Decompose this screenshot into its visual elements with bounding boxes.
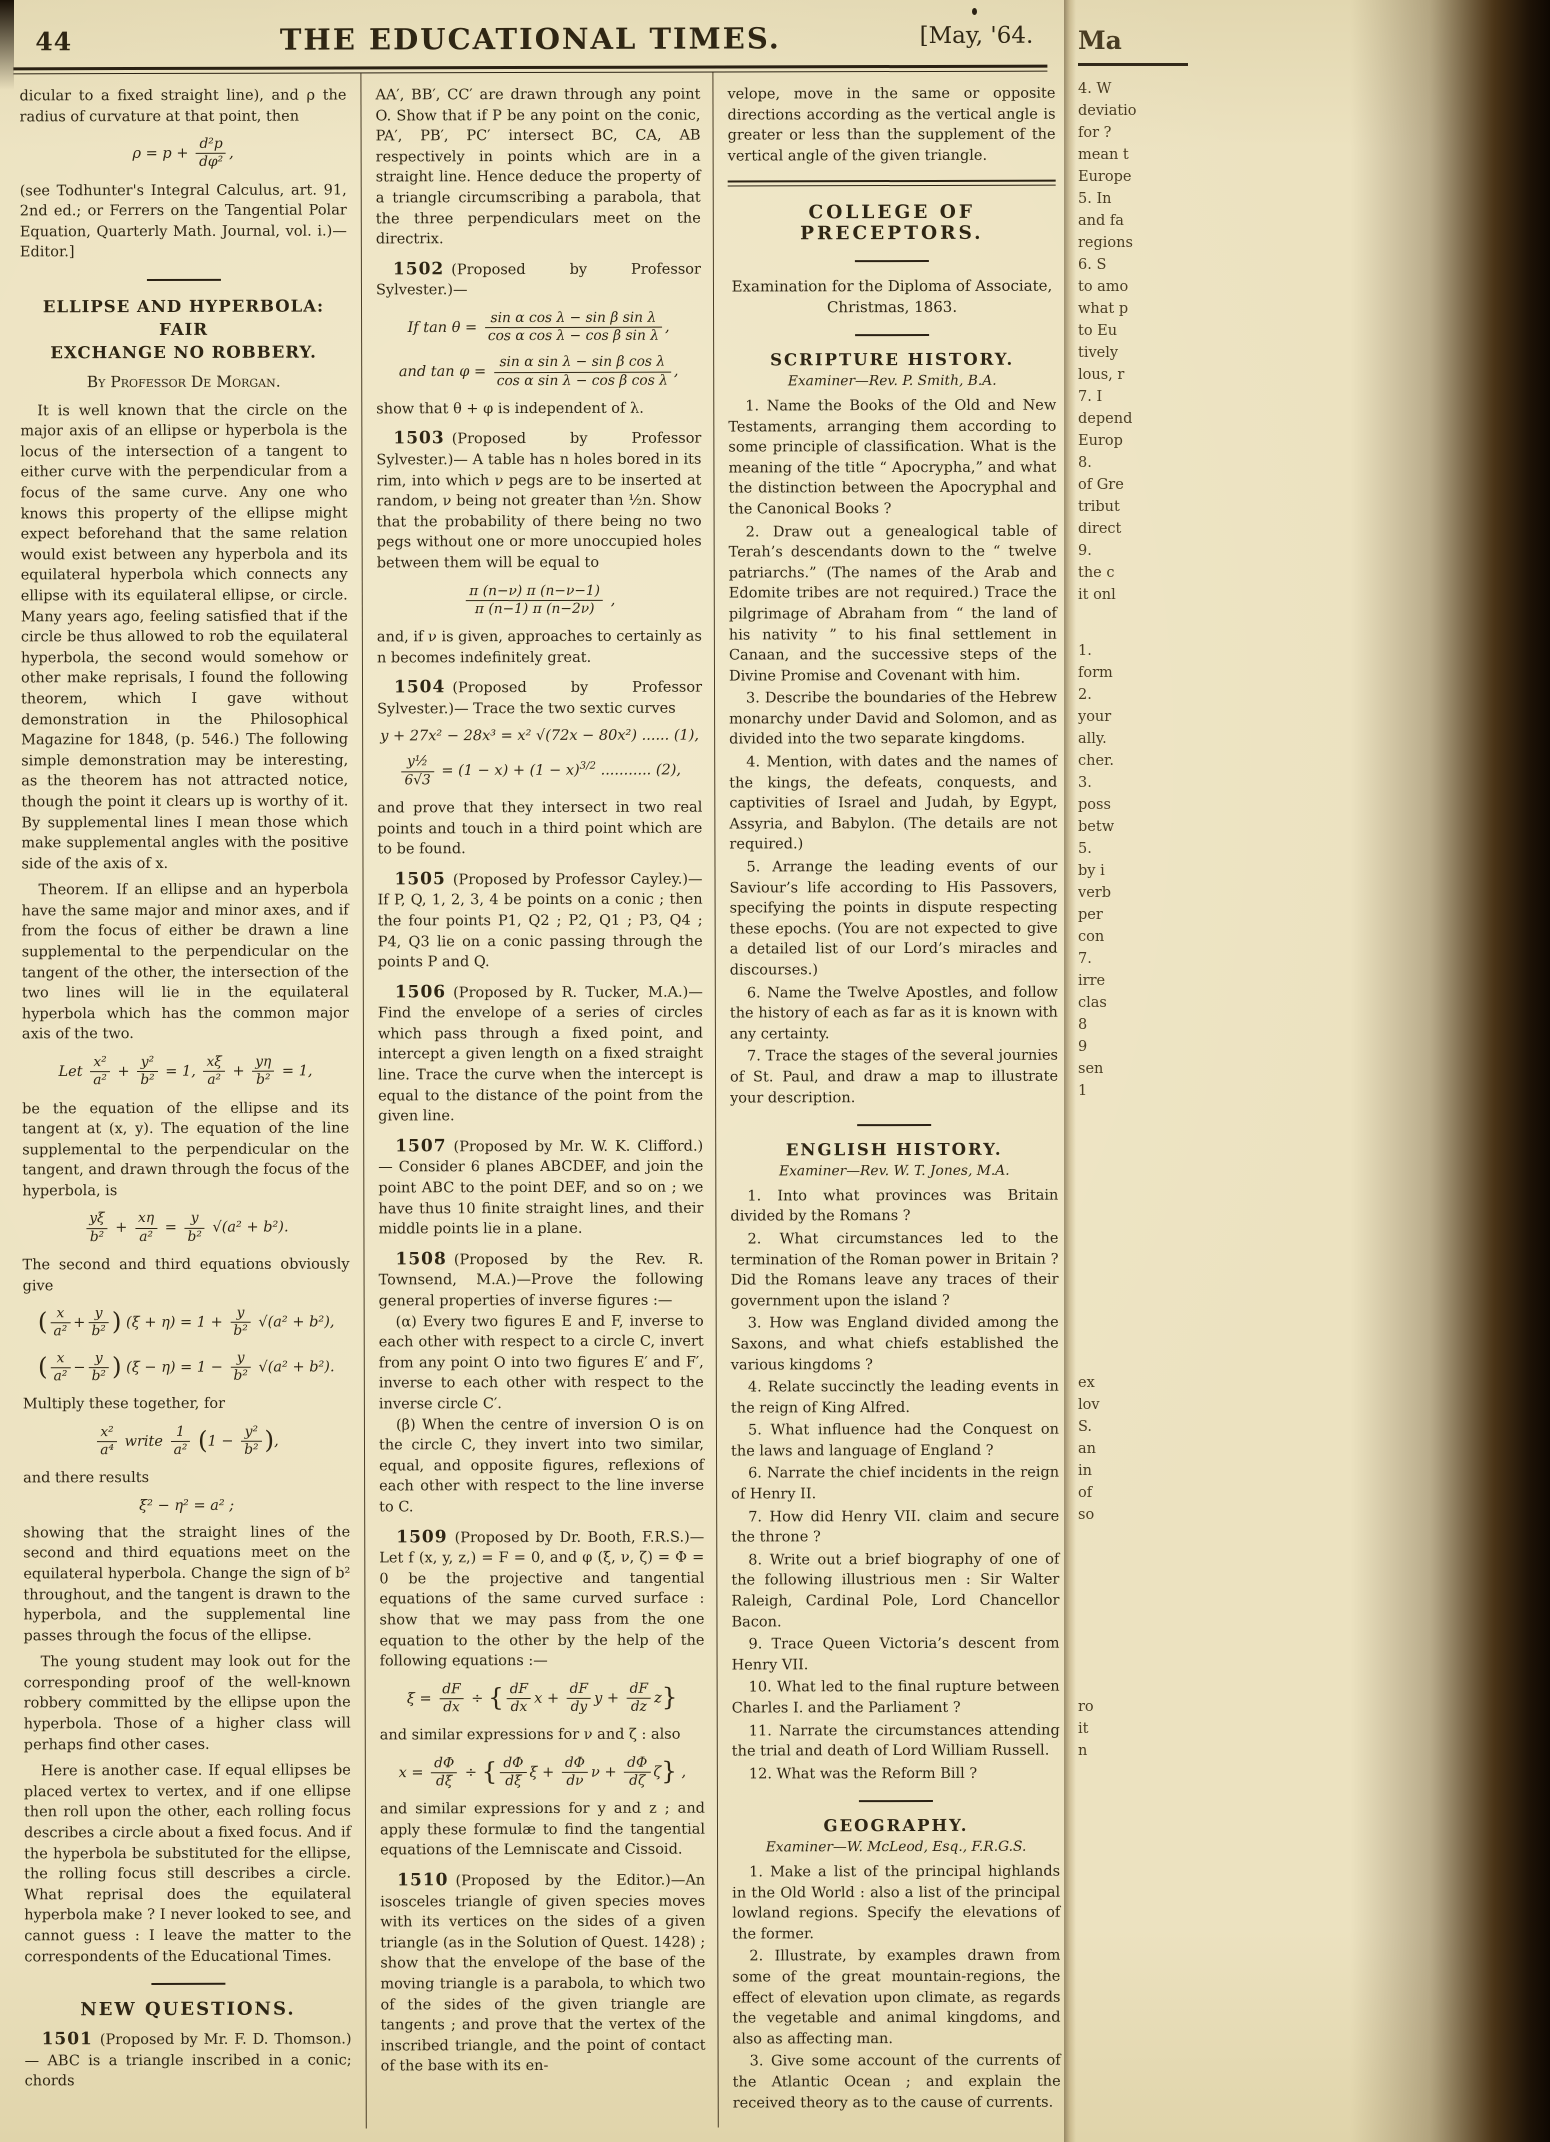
adjacent-page-fragment: of (1078, 1485, 1093, 1501)
adjacent-page-fragment: an (1078, 1441, 1096, 1457)
adjacent-page-fragment: direct (1078, 521, 1122, 537)
adjacent-page-fragment: 9. (1078, 543, 1092, 559)
english-question-list (730, 1185, 1060, 1784)
section-divider (855, 334, 929, 336)
exam-question: 6. Name the Twelve Apostles, and follow the history of each as far as it is known with any certainty. (729, 984, 1058, 1043)
exam-question: 3. Describe the boundaries of the Hebrew monarchy under David and Solomon, and as divided into the two separate kingdoms. (729, 689, 1058, 748)
exam-question: 2. What circumstances led to the termination of the Roman power in Britain ? Did the Romans leave any traces of their government upon the island ? (730, 1230, 1059, 1310)
article-title-line1: ELLIPSE AND HYPERBOLA: FAIR (42, 296, 325, 340)
adjacent-page-fragment: poss (1078, 797, 1111, 813)
adjacent-page-fragment: 3. (1078, 775, 1092, 791)
question-text-continued: and similar expressions for ν and ζ : also (379, 1726, 681, 1744)
adjacent-page-fragment: con (1078, 929, 1105, 945)
question-1502 (376, 258, 701, 301)
adjacent-page-fragment: irre (1078, 973, 1106, 989)
question-1501 (25, 2029, 352, 2093)
equation-ellipse-tangent: Let $\frac{\text{x²}}{\text{a²}}$ + $\frac{\text{y²}}{\text{b²}}$ = 1, $\frac{x\xi}{\text{a²}}$ + $\frac{y\eta}{\text{b²}}$ = 1, (58, 1053, 313, 1089)
adjacent-page-fragment: ro (1078, 1699, 1094, 1715)
adjacent-page-fragment: ally. (1078, 731, 1107, 747)
question-text: (Proposed by the Editor.)—An isosceles triangle of given species moves with its vertices on the sides of a given triangle (as in the Solution of Quest. 1428) ; show that the envelope of the base of the moving triangle is a parabola, to which two of the sides of the given triangle are tangents ; and prove that the vertex of the inscribed triangle, and the point of contact of the base with its en- (380, 1872, 706, 2075)
adjacent-page-header-fragment: Ma (1078, 26, 1122, 55)
adjacent-page-fragment: ex (1078, 1375, 1095, 1391)
adjacent-page-fragment: by i (1078, 863, 1105, 879)
article-paragraph: showing that the straight lines of the second and third equations meet on the equilateral hyperbola. Change the sign of b² throughout, and the tangent is drawn to the hyperbola, and the supplemental line passes through the focus of the ellipse. (23, 1524, 351, 1645)
adjacent-page-fragment: for ? (1078, 125, 1112, 141)
question-text: (Proposed by R. Tucker, M.A.)—Find the envelope of a series of circles which pass through a fixed point, and intercept a given length on a fixed straight line. Trace the curve when the intercept is equal to the distance of the point from the given line. (377, 984, 704, 1125)
exam-question: 10. What led to the final rupture between Charles I. and the Parliament ? (731, 1679, 1060, 1717)
adjacent-page-fragments-low (1078, 1372, 1188, 1526)
adjacent-page-fragment: 6. S (1078, 257, 1107, 273)
english-history-heading: ENGLISH HISTORY. (785, 1139, 1003, 1160)
exam-question: 1. Into what provinces was Britain divided by the Romans ? (730, 1187, 1059, 1225)
adjacent-page-fragment: Europe (1078, 169, 1132, 185)
adjacent-page-fragment: mean t (1078, 147, 1129, 163)
question-number: 1503 (393, 428, 445, 449)
question-text-continued: and, if ν is given, approaches to certainly as n becomes indefinitely great. (376, 628, 702, 667)
editor-note: (see Todhunter's Integral Calculus, art. 91, 2nd ed.; or Ferrers on the Tangential Polar Equation, Quarterly Math. Journal, vol. i.)—Editor.] (19, 182, 347, 261)
article-paragraph: Here is another case. If equal ellipses be placed vertex to vertex, and if one ellipse then roll upon the other, each rolling focus describes a circle about a fixed focus. And if the hyperbola be substituted for the ellipse, the rolling focus still describes a circle. What reprisal does the equilateral hyperbola make ? I never looked to see, and cannot guess : I leave the matter to the correspondents of the Educational Times. (23, 1762, 352, 1965)
adjacent-page-fragment: 8 (1078, 1017, 1088, 1033)
question-text: (Proposed by Dr. Booth, F.R.S.)—Let f (x, y, z,) = F = 0, and φ (ξ, ν, ζ) = Φ = 0 be the projective and tangential equations of the same curved surface : show that we may pass from the one equation to the other by the help of the following equations :— (379, 1529, 705, 1670)
adjacent-page-fragment: to Eu (1078, 323, 1118, 339)
exam-question: 8. Write out a brief biography of one of the following illustrious men : Sir Walter Raleigh, Cardinal Pole, Lord Chancellor Bacon. (731, 1551, 1060, 1631)
adjacent-page-sliver (1078, 0, 1188, 2142)
article-title (20, 295, 347, 365)
article-paragraph: It is well known that the circle on the major axis of an ellipse or hyperbola is the locus of the intersection of a tangent to either curve with the perpendicular from a focus of the same curve. Any one who knows this property of the ellipse might expect beforehand that the same relation would exist between any hyperbola and its equilateral hyperbola which connects any ellipse with its equilateral ellipse, or circle. Many years ago, feeling satisfied that if the circle be thus allowed to rob the equilateral hyperbola, the second would somehow or other make reprisals, I found the following theorem, which I gave without demonstration in the Philosophical Magazine for 1848, (p. 546.) The following simple demonstration may be interesting, as the theorem has not attracted notice, though the point it clears up is worthy of it. By supplemental lines I mean those which make supplemental angles with the positive side of the axis of x. (20, 402, 349, 873)
adjacent-page-fragment: n (1078, 1743, 1088, 1759)
book-gutter-shadow (1350, 0, 1550, 2142)
question-text-continued: and similar expressions for y and z ; and apply these formulæ to find the tangential equations of the Lemniscate and Cissoid. (379, 1800, 706, 1859)
exam-question: 2. Illustrate, by examples drawn from some of the great mountain-regions, the effect of elevation upon climate, as regards the vegetable and animal kingdoms, and also as affecting man. (732, 1947, 1061, 2048)
adjacent-page-fragment: so (1078, 1507, 1095, 1523)
scan-edge-mark (0, 0, 14, 90)
exam-question: 4. Mention, with dates and the names of the kings, the defeats, conquests, and captivities of Israel and Judah, by Egypt, Assyria, and Babylon. (The details are not required.) (729, 753, 1058, 853)
article-paragraph: The young student may look out for the corresponding proof of the well-known robbery committed by the ellipse upon the hyperbola. Those of a higher class will perhaps find other cases. (23, 1653, 351, 1753)
equation-tan-theta: If tan θ = $\frac{\text{sin α cos λ − sin β sin λ}}{\text{cos α cos λ − cos β sin λ}}$ , (407, 309, 670, 345)
article-paragraph-theorem: Theorem. If an ellipse and an hyperbola have the same major and minor axes, and if from the focus of either be drawn a line supplemental to the perpendicular on the tangent of the other, the intersection of the two lines will lie in the equilateral hyperbola which has the common major axis of the two. (21, 881, 349, 1043)
question-number: 1508 (395, 1249, 447, 1270)
equation-product-1: ( $\frac{x}{\text{a²}}$ + $\frac{y}{\text{b²}}$ ) (ξ + η) = 1 + $\frac{y}{\text{b²}}$ √(a² + b²), (37, 1304, 335, 1340)
adjacent-page-fragment: 5. In (1078, 191, 1112, 207)
page-header (0, 0, 1063, 67)
equation-substitution: $\frac{\text{x²}}{\text{a⁴}}$ write $\frac{1}{\text{a²}}$ (1 − $\frac{\text{y²}}{\text{b²}}$ ), (23, 1423, 350, 1459)
adjacent-page-fragment: deviatio (1078, 103, 1137, 119)
adjacent-page-fragment: and fa (1078, 213, 1124, 229)
question-1508-part-a: (α) Every two figures E and F, inverse to each other with respect to a circle C, invert from any point O into two figures E′ and F′, inverse to each other with respect to the inverse circle C′. (378, 1313, 704, 1413)
adjacent-page-fragment: your (1078, 709, 1112, 725)
exam-question: 1. Name the Books of the Old and New Testaments, arranging them according to some principle of classification. What is the meaning of the title “ Apocrypha,” and what the distinction between the Apocryphal and the Canonical Books ? (728, 397, 1057, 518)
exam-question: 5. Arrange the leading events of our Saviour’s life according to His Passovers, specifying the points in dispute respecting these epochs. (You are not expected to give a detailed list of our Lord’s miracles and discourses.) (729, 858, 1058, 979)
question-1504 (377, 677, 702, 720)
adjacent-page-fragment: 1 (1078, 1083, 1088, 1099)
question-text-continued: show that θ + φ is independent of λ. (376, 400, 644, 418)
scripture-history-heading: SCRIPTURE HISTORY. (770, 350, 1015, 370)
geography-question-list (732, 1862, 1061, 2114)
equation-tan-phi: and tan φ = $\frac{\text{sin α sin λ − sin β cos λ}}{\text{cos α sin λ − cos β cos λ}}$ , (398, 354, 679, 389)
scripture-question-list (728, 396, 1058, 1109)
adjacent-page-fragment: 7. (1078, 951, 1092, 967)
column-3 (713, 72, 1066, 2128)
adjacent-page-fragment: in (1078, 1463, 1092, 1479)
exam-question: 7. Trace the stages of the several journies of St. Paul, and draw a map to illustrate your description. (730, 1048, 1059, 1107)
adjacent-page-fragment: 7. I (1078, 389, 1103, 405)
continuation-paragraph: velope, move in the same or opposite directions according as the vertical angle is greater or less than the supplement of the vertical angle of the given triangle. (727, 85, 1056, 165)
question-text: (Proposed by Professor Sylvester.)— (375, 261, 701, 299)
equation-sextic-2: $\frac{\text{y½}}{6√3}$ = $(1 - x) + (1 - x)^{3/2}$ ........... (2), (377, 753, 702, 789)
adjacent-page-fragment: betw (1078, 819, 1115, 835)
question-number: 1510 (397, 1870, 449, 1891)
exam-question: 12. What was the Reform Bill ? (748, 1765, 978, 1783)
equation-radius-of-curvature: ρ = p + $\frac{\text{d²p}}{\text{dφ²}}$ , (132, 135, 234, 171)
question-text-continued: and prove that they intersect in two real points and touch in a third point which are to be found. (377, 799, 703, 858)
question-1508-part-b: (β) When the centre of inversion O is on the circle C, they invert into two similar, equal, and opposite figures, reflexions of each other with respect to the line inverse to C. (378, 1416, 705, 1516)
examination-line-1: Examination for the Diploma of Associate, (731, 277, 1053, 296)
adjacent-page-fragment: what p (1078, 301, 1129, 317)
question-1503 (376, 428, 701, 574)
question-number: 1505 (394, 868, 446, 890)
question-1508 (378, 1248, 703, 1312)
equation-sextic-1: y + 27x² − 28x³ = x² √(72x − 80x²) ...... (1), (380, 728, 700, 745)
ink-speck (972, 8, 977, 15)
equation-supplemental-line: $\frac{y\xi}{\text{b²}}$ + $\frac{x\eta}{\text{a²}}$ = $\frac{y}{\text{b²}}$ √(a² + b²). (22, 1210, 349, 1246)
question-number: 1502 (392, 258, 445, 280)
question-text: (Proposed by Professor Cayley.)—If P, Q, 1, 2, 3, 4 be points on a conic ; then the four points P1, Q2 ; P2, Q1 ; P3, Q4 ; P4, Q3 lie on a conic passing through the points P and Q. (377, 871, 703, 971)
equation-x: x = $\frac{d\Phi}{d\xi}$ ÷ { $\frac{d\Phi}{d\xi}$ ξ + $\frac{d\Phi}{d\nu}$ ν + $\frac{d\Phi}{d\zeta}$ ζ} , (398, 1754, 687, 1790)
adjacent-page-fragment: 2. (1078, 687, 1092, 703)
adjacent-page-fragment: S. (1078, 1419, 1093, 1435)
question-1506 (378, 981, 703, 1127)
question-text: (Proposed by the Rev. R. Townsend, M.A.)—Prove the following general properties of inverse figures :— (378, 1251, 704, 1310)
adjacent-page-fragment: the c (1078, 565, 1115, 581)
article-paragraph: The second and third equations obviously give (22, 1256, 350, 1294)
adjacent-page-fragments-mid (1078, 640, 1188, 1102)
adjacent-page-fragment: clas (1078, 995, 1107, 1011)
examination-line-2: Christmas, 1863. (826, 298, 958, 317)
question-text: (Proposed by Mr. W. K. Clifford.)— Consider 6 planes ABCDEF, and join the point ABC to the point DEF, and so on ; we have thus 10 finite straight lines, and their middle points lie in a plane. (378, 1138, 704, 1238)
question-1509 (379, 1526, 704, 1672)
column-layout (0, 72, 1069, 2130)
adjacent-page-fragment: 5. (1078, 841, 1092, 857)
question-number: 1506 (394, 981, 447, 1003)
exam-question: 3. How was England divided among the Saxons, and what chiefs established the various kingdoms ? (730, 1314, 1059, 1373)
new-questions-heading: NEW QUESTIONS. (80, 1998, 296, 2021)
article-paragraph: and there results (23, 1470, 150, 1487)
geography-heading: GEOGRAPHY. (823, 1816, 969, 1836)
question-1510 (380, 1870, 706, 2078)
article-byline: By Professor De Morgan. (86, 372, 281, 392)
exam-question: 9. Trace Queen Victoria’s descent from Henry VII. (731, 1635, 1060, 1674)
question-1507 (378, 1135, 703, 1240)
adjacent-page-fragment: cher. (1078, 753, 1114, 769)
page-number: 44 (35, 27, 73, 57)
question-text: (Proposed by Mr. F. D. Thomson.)— ABC is a triangle inscribed in a conic; chords (24, 2031, 352, 2090)
masthead-title: THE EDUCATIONAL TIMES. (279, 21, 781, 57)
section-divider (859, 1800, 933, 1802)
exam-question: 2. Draw out a genealogical table of Terah’s descendants down to the “ twelve patriarchs.” (The names of the Arab and Edomite tribes are not required.) Trace the pilgrimage of Abraham from “ the land of his nativity ” to his final settlement in Canaan, and the successive steps of the Divine Promise and Covenant with him. (728, 523, 1057, 685)
equation-xi: ξ = $\frac{dF}{dx}$ ÷ { $\frac{dF}{dx}$ x + $\frac{dF}{dy}$ y + $\frac{dF}{dz}$ z} (406, 1680, 678, 1716)
question-text: (Proposed by Professor Sylvester.)— Trace the two sextic curves (377, 679, 703, 718)
section-divider (857, 1124, 931, 1126)
exam-question: 6. Narrate the chief incidents in the reign of Henry II. (731, 1465, 1060, 1503)
adjacent-page-fragment: lous, r (1078, 367, 1125, 383)
college-heading: COLLEGE OF PRECEPTORS. (800, 202, 984, 245)
column-2 (361, 73, 718, 2129)
adjacent-page-fragment: depend (1078, 411, 1133, 427)
equation-product-2: ( $\frac{x}{\text{a²}}$ − $\frac{y}{\text{b²}}$ ) (ξ − η) = 1 − $\frac{y}{\text{b²}}$ √(a² + b²). (37, 1349, 335, 1385)
scripture-examiner: Examiner—Rev. P. Smith, B.A. (787, 373, 997, 390)
adjacent-page-fragment: sen (1078, 1061, 1104, 1077)
adjacent-page-fragment: per (1078, 907, 1103, 923)
adjacent-page-fragment: to amo (1078, 279, 1129, 295)
article-paragraph: be the equation of the ellipse and its tangent at (x, y). The equation of the line supplemental to the perpendicular on the tangent, and drawn through the focus of the hyperbola, is (22, 1099, 350, 1200)
adjacent-page-fragment: verb (1078, 885, 1111, 901)
exam-question: 4. Relate succinctly the leading events in the reign of King Alfred. (730, 1378, 1059, 1417)
question-number: 1509 (396, 1526, 448, 1547)
adjacent-page-fragment: 4. W (1078, 81, 1112, 97)
question-number: 1504 (393, 677, 446, 698)
adjacent-page-header-rule (1078, 63, 1188, 66)
adjacent-page-fragment: form (1078, 665, 1113, 681)
issue-date: [May, '64. (919, 22, 1034, 49)
adjacent-page-fragment: tribut (1078, 499, 1120, 515)
continuation-paragraph: dicular to a fixed straight line), and ρ the radius of curvature at that point, then (19, 87, 347, 125)
question-text: (Proposed by Professor Sylvester.)— A table has n holes bored in its rim, into which ν pegs are to be inserted at random, ν being not greater than ½n. Show that the probability of there being no two pegs without one or more unoccupied holes between them will be equal to (376, 431, 702, 572)
adjacent-page-fragment: 9 (1078, 1039, 1088, 1055)
adjacent-page-fragment: lov (1078, 1397, 1100, 1413)
equation-pegs-probability: $\frac{\pi (n-\nu) \pi (n-\nu-1)}{\pi (n-1) \pi (n-2\nu)}$ , (377, 582, 702, 618)
adjacent-page-fragment: 1. (1078, 643, 1092, 659)
section-divider (855, 260, 929, 262)
section-double-rule (728, 180, 1056, 187)
adjacent-page-fragment: regions (1078, 235, 1133, 251)
adjacent-page-fragment: tively (1078, 345, 1119, 361)
adjacent-page-fragment: it (1078, 1721, 1089, 1737)
column-1 (0, 73, 367, 2129)
page-edge-shadow (1064, 0, 1076, 2142)
adjacent-page-fragment: it onl (1078, 587, 1116, 603)
section-divider (151, 1983, 225, 1985)
article-paragraph: Multiply these together, for (22, 1395, 226, 1413)
adjacent-page-fragment: of Gre (1078, 477, 1124, 493)
exam-question: 3. Give some account of the currents of the Atlantic Ocean ; and explain the received theory as to the cause of currents. (732, 2052, 1061, 2111)
exam-question: 5. What influence had the Conquest on the laws and language of England ? (730, 1421, 1059, 1460)
adjacent-page-fragment: Europ (1078, 433, 1123, 449)
geography-examiner: Examiner—W. McLeod, Esq., F.R.G.S. (765, 1839, 1027, 1856)
adjacent-page-fragments-bottom (1078, 1696, 1188, 1762)
question-number: 1501 (41, 2029, 93, 2050)
exam-question: 1. Make a list of the principal highlands in the Old World : also a list of the principal lowland regions. Specify the elevations of the former. (732, 1863, 1061, 1943)
question-number: 1507 (395, 1136, 447, 1157)
continuation-paragraph: AA′, BB′, CC′ are drawn through any point O. Show that if P be any point on the conic, PA′, PB′, PC′ intersect BC, CA, AB respectively in points which are in a straight line. Hence deduce the property of a triangle circumscribing a parabola, that the three perpendiculars meet on the directrix. (375, 86, 701, 248)
adjacent-page-fragments-top (1078, 78, 1188, 606)
section-divider (146, 279, 220, 281)
english-examiner: Examiner—Rev. W. T. Jones, M.A. (778, 1162, 1010, 1180)
equation-result: ξ² − η² = a² ; (139, 1497, 235, 1514)
question-1505 (377, 868, 702, 973)
adjacent-page-fragment: 8. (1078, 455, 1092, 471)
exam-question: 7. How did Henry VII. claim and secure the throne ? (731, 1508, 1060, 1546)
article-title-line2: EXCHANGE NO ROBBERY. (50, 342, 317, 363)
exam-question: 11. Narrate the circumstances attending the trial and death of Lord William Russell. (731, 1722, 1060, 1760)
